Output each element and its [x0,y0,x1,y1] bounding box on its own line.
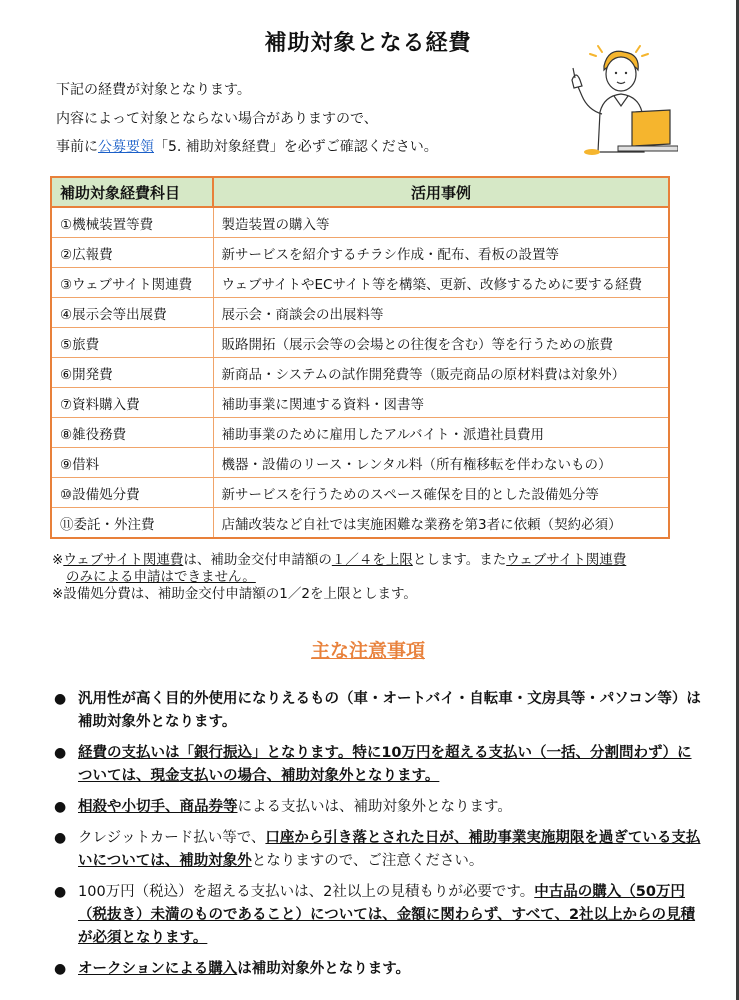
list-item: ● オークションによる購入は補助対象外となります。 [54,958,704,981]
list-item: ● 100万円（税込）を超える支払いは、2社以上の見積もりが必要です。中古品の購入（50万円（税抜き）未満のものであること）については、金額に関わらず、すべて、2社以上からの見積が必須となります。 [54,881,704,950]
bullet-icon: ● [54,830,67,846]
row-example: 新サービスを紹介するチラシ作成・配布、看板の設置等 [213,238,669,268]
table-row [51,478,669,508]
row-example: 新サービスを行うためのスペース確保を目的とした設備処分等 [213,478,669,508]
row-example: 補助事業のために雇用したアルバイト・派遣社員費用 [213,418,669,448]
table-row [51,298,669,328]
header-category: 補助対象経費科目 [51,177,213,207]
row-example: 機器・設備のリース・レンタル料（所有権移転を伴わないもの） [213,448,669,478]
table-header-row [51,177,669,207]
person-laptop-illustration [558,40,678,155]
table-row [51,207,669,238]
table-row [51,418,669,448]
row-example: 展示会・商談会の出展料等 [213,298,669,328]
row-category: ⑪委託・外注費 [51,508,213,539]
row-example: 販路開拓（展示会等の会場との往復を含む）等を行うための旅費 [213,328,669,358]
bullet-icon: ● [54,691,67,707]
row-category: ⑦資料購入費 [51,388,213,418]
page-title: 補助対象となる経費 [264,31,472,56]
list-item: ● 相殺や小切手、商品券等による支払いは、補助対象外となります。 [54,796,704,819]
bullet-icon: ● [54,745,67,761]
row-category: ⑧雑役務費 [51,418,213,448]
guidelines-link[interactable]: 公募要領 [98,139,154,155]
row-category: ①機械装置等費 [51,207,213,238]
table-row [51,328,669,358]
bullet-icon: ● [54,799,67,815]
footnotes [52,552,626,603]
table-row [51,448,669,478]
header-examples: 活用事例 [213,177,669,207]
row-example: 製造装置の購入等 [213,207,669,238]
table-row [51,388,669,418]
row-category: ③ウェブサイト関連費 [51,268,213,298]
intro-line-3: 事前に公募要領「5. 補助対象経費」を必ずご確認ください。 [56,139,438,155]
list-item: ● クレジットカード払い等で、口座から引き落とされた日が、補助事業実施期限を過ぎている支払いについては、補助対象外となりますので、ご注意ください。 [54,827,704,873]
footnote-2: ※設備処分費は、補助金交付申請額の1／2を上限とします。 [52,586,417,602]
row-category: ④展示会等出展費 [51,298,213,328]
row-example: 補助事業に関連する資料・図書等 [213,388,669,418]
table-row [51,508,669,539]
bullet-icon: ● [54,884,67,900]
row-category: ②広報費 [51,238,213,268]
bullet-icon: ● [54,961,67,977]
table-row [51,268,669,298]
list-item: ● 経費の支払いは「銀行振込」となります。特に10万円を超える支払い（一括、分割問わず）については、現金支払いの場合、補助対象外となります。 [54,742,704,788]
row-example: 新商品・システムの試作開発費等（販売商品の原材料費は対象外） [213,358,669,388]
intro-line-2: 内容によって対象とならない場合がありますので、 [56,110,378,127]
row-category: ⑤旅費 [51,328,213,358]
footnote-1: ※ウェブサイト関連費は、補助金交付申請額の１／４を上限とします。またウェブサイト関連費 [52,552,627,568]
intro-line-1: 下記の経費が対象となります。 [56,82,251,98]
intro-text [56,76,438,162]
row-example: 店舗改装など自社では実施困難な業務を第3者に依頼（契約必須） [213,508,669,539]
row-category: ⑨借料 [51,448,213,478]
caution-list [54,688,704,989]
expense-table [50,176,670,539]
footnote-1-cont: のみによる申請はできません。 [66,569,256,585]
row-example: ウェブサイトやECサイト等を構築、更新、改修するために要する経費 [213,268,669,298]
list-item: ● 汎用性が高く目的外使用になりえるもの（車・オートバイ・自転車・文房具等・パソコン等）は補助対象外となります。 [54,688,704,734]
row-category: ⑥開発費 [51,358,213,388]
caution-title: 主な注意事項 [310,640,425,662]
row-category: ⑩設備処分費 [51,478,213,508]
table-row [51,238,669,268]
table-row [51,358,669,388]
